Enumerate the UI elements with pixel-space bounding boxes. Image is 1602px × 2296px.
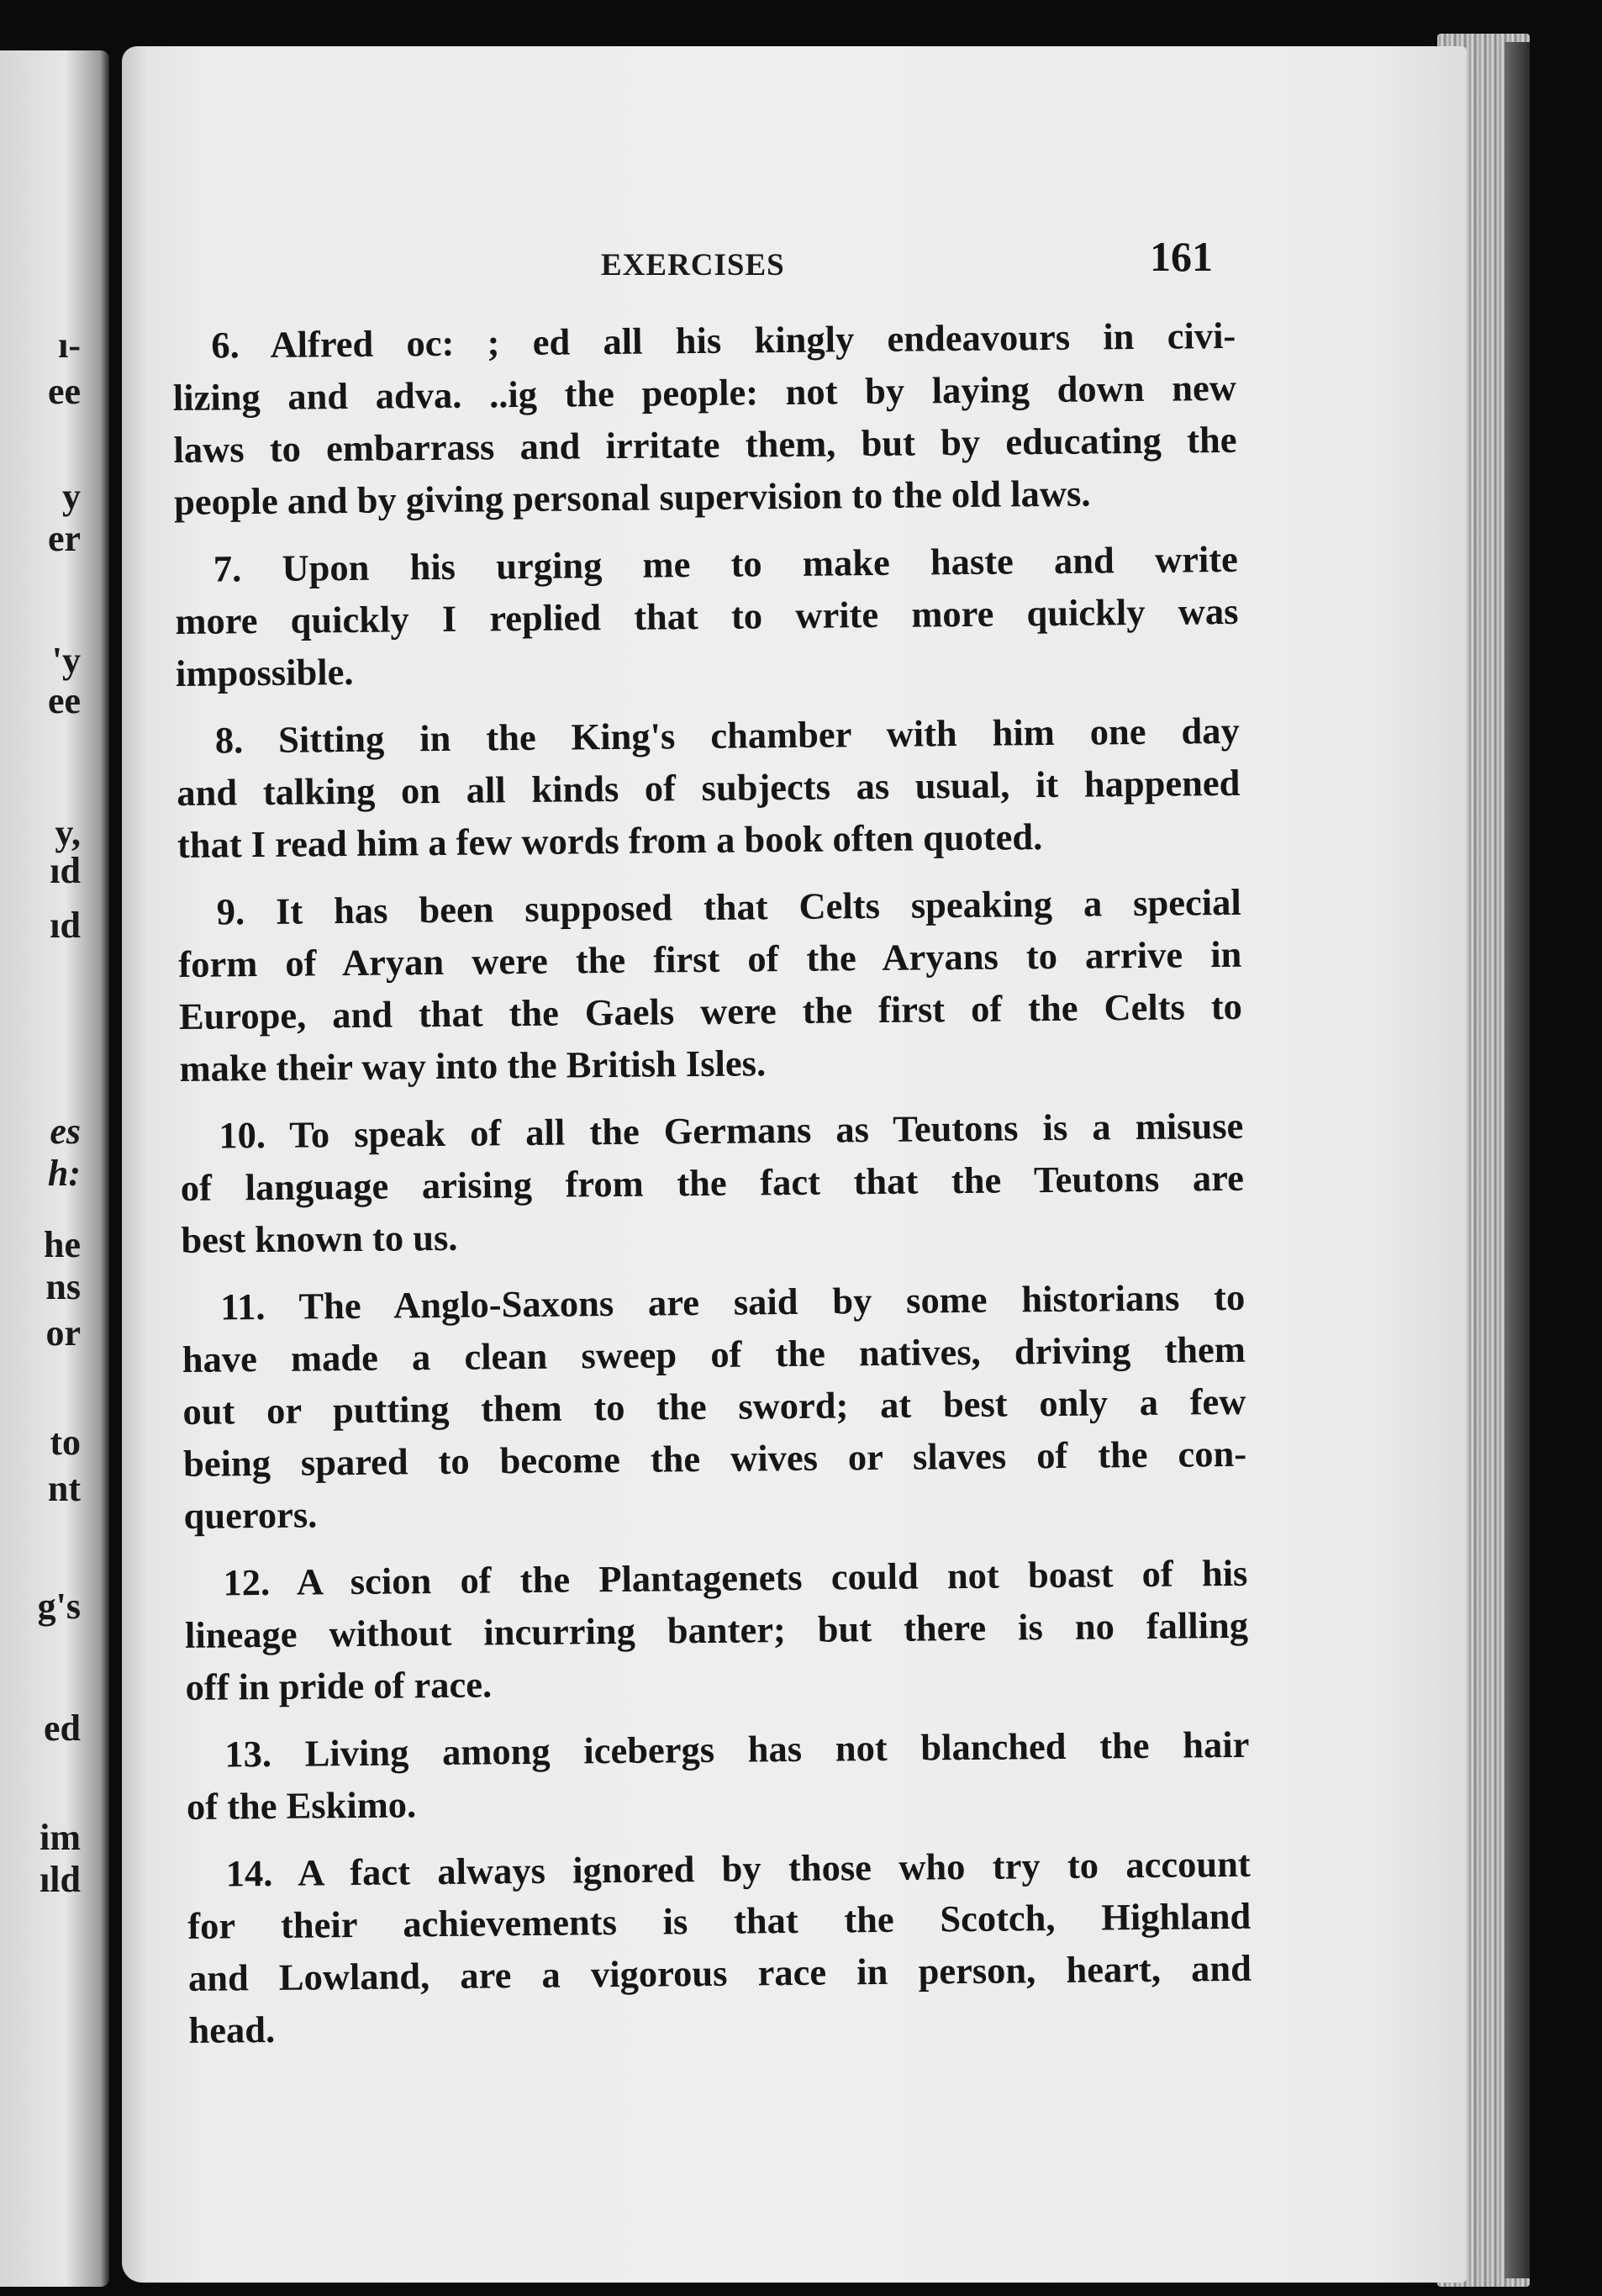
- facing-page-fragment: ns: [45, 1266, 81, 1307]
- exercise-6: [172, 309, 1237, 528]
- exercise-12: [184, 1547, 1249, 1713]
- text-line: impossible.: [175, 650, 354, 694]
- facing-page-fragment: es: [50, 1111, 81, 1152]
- facing-page: [0, 50, 109, 2287]
- facing-page-fragment: ed: [44, 1707, 81, 1749]
- facing-page-fragment: or: [45, 1312, 81, 1354]
- text-line: of language arising from the fact that the Teutons are: [180, 1156, 1245, 1209]
- exercise-11: [182, 1271, 1247, 1542]
- text-line: out or putting them to the sword; at best only a few: [182, 1380, 1246, 1433]
- exercise-text-block: [172, 309, 1252, 2072]
- text-line: of the Eskimo.: [186, 1783, 417, 1828]
- text-line: 7. Upon his urging me to make haste and write: [213, 537, 1239, 590]
- text-line: people and by giving personal supervision to the old laws.: [173, 472, 1091, 523]
- text-line: best known to us.: [181, 1216, 458, 1261]
- facing-page-fragment: ee: [47, 680, 81, 721]
- exercise-8: [177, 705, 1241, 871]
- exercise-13: [186, 1718, 1250, 1833]
- text-line: head.: [188, 2008, 276, 2051]
- text-line: laws to embarrass and irritate them, but by educating the: [173, 418, 1237, 471]
- facing-page-fragment: nt: [47, 1468, 81, 1509]
- facing-page-fragment: to: [50, 1422, 81, 1463]
- text-line: 10. To speak of all the Germans as Teutons is a misuse: [219, 1104, 1244, 1157]
- text-line: form of Aryan were the first of the Aryans to arrive in: [178, 932, 1242, 985]
- facing-page-fragment: y: [62, 476, 81, 517]
- text-line: have made a clean sweep of the natives, driving them: [182, 1327, 1246, 1380]
- facing-page-fragment: ıld: [40, 1859, 81, 1900]
- exercise-9: [177, 876, 1242, 1095]
- text-line: being spared to become the wives or slaves of the con-: [182, 1432, 1247, 1485]
- text-line: make their way into the British Isles.: [179, 1042, 767, 1090]
- text-line: for their achievements is that the Scotch, Highland: [187, 1894, 1252, 1947]
- text-line: lineage without incurring banter; but there is no falling: [184, 1603, 1249, 1656]
- facing-page-fragment: ı-: [58, 325, 81, 366]
- text-line: off in pride of race.: [185, 1663, 493, 1708]
- facing-page-fragment: y,: [55, 812, 81, 853]
- facing-page-fragment: im: [40, 1817, 81, 1858]
- text-line: and Lowland, are a vigorous race in person, heart, and: [187, 1946, 1252, 1999]
- text-line: 8. Sitting in the King's chamber with him one day: [214, 709, 1240, 762]
- running-head-title: EXERCISES: [601, 248, 785, 282]
- text-line: 13. Living among icebergs has not blanched the hair: [224, 1723, 1250, 1776]
- text-line: and talking on all kinds of subjects as usual, it happened: [177, 761, 1241, 814]
- facing-page-fragment: ee: [47, 371, 81, 412]
- facing-page-fragment: er: [47, 518, 81, 559]
- text-line: that I read him a few words from a book often quoted.: [177, 815, 1043, 866]
- exercise-7: [175, 533, 1240, 699]
- facing-page-fragment: ıd: [50, 850, 81, 891]
- exercise-10: [180, 1100, 1245, 1266]
- text-line: 6. Alfred oc: ; ed all his kingly endeavours in civi-: [211, 314, 1236, 367]
- text-line: more quickly I replied that to write more quickly was: [175, 589, 1239, 642]
- facing-page-fragment: 'y: [51, 640, 81, 681]
- facing-page-fragment: h:: [47, 1153, 81, 1194]
- facing-page-fragment: g's: [37, 1586, 81, 1627]
- page-edges-shadow: [1505, 42, 1530, 2278]
- facing-page-fragment: ıd: [50, 905, 81, 946]
- text-line: 12. A scion of the Plantagenets could not boast of his: [223, 1551, 1248, 1604]
- text-line: 9. It has been supposed that Celts speaking a special: [216, 880, 1241, 933]
- facing-page-fragment: he: [44, 1224, 81, 1265]
- text-line: 14. A fact always ignored by those who try to account: [225, 1842, 1251, 1895]
- text-line: Europe, and that the Gaels were the first of the Celts to: [178, 984, 1243, 1037]
- exercise-14: [187, 1838, 1252, 2056]
- page-number: 161: [1150, 233, 1213, 280]
- text-line: lizing and adva. ..ig the people: not by laying down new: [172, 366, 1237, 419]
- text-line: 11. The Anglo-Saxons are said by some historians to: [220, 1275, 1246, 1328]
- text-line: querors.: [183, 1493, 318, 1537]
